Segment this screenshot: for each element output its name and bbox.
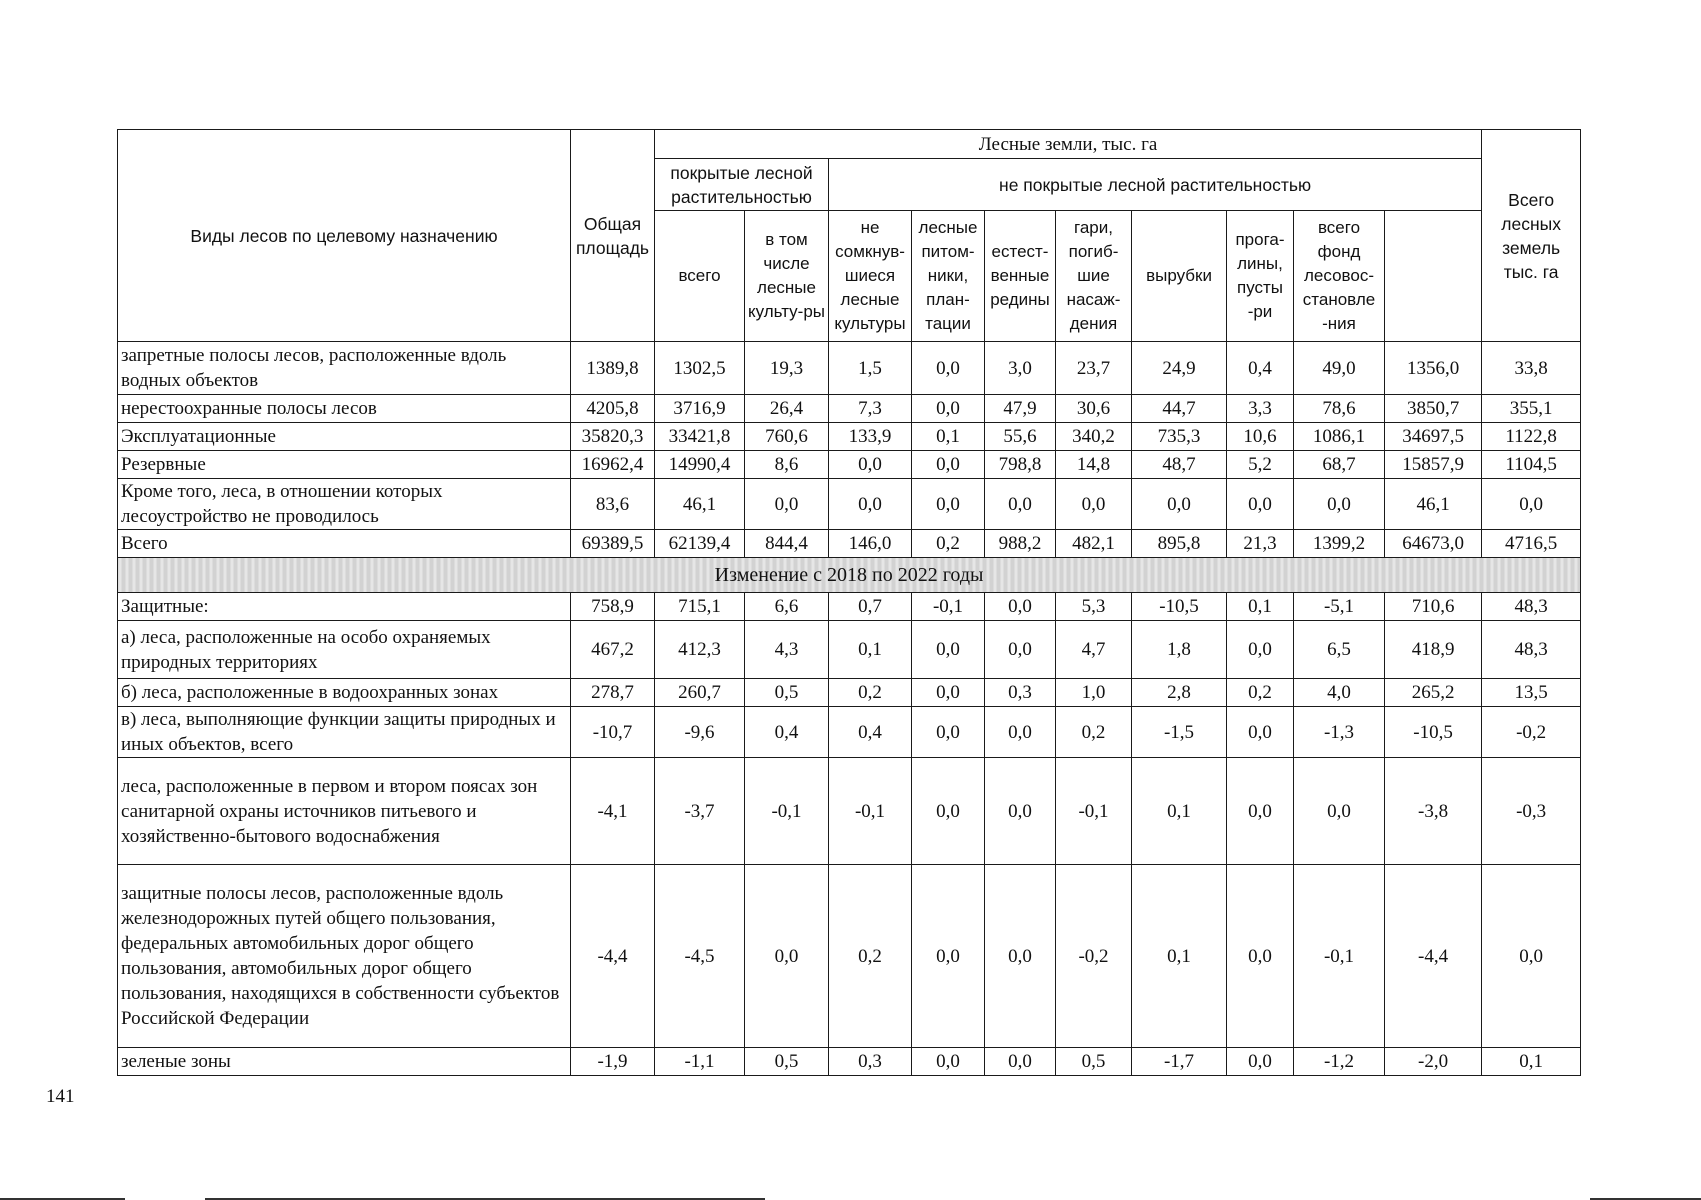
- cell-value: 0,0: [912, 621, 985, 679]
- table-row: [118, 621, 1581, 679]
- cell-value: 3850,7: [1385, 395, 1482, 423]
- cell-value: 0,0: [1227, 621, 1294, 679]
- cell-value: 4716,5: [1482, 530, 1581, 558]
- cell-value: 0,2: [829, 679, 912, 707]
- cell-value: 19,3: [745, 342, 829, 395]
- cell-value: 0,0: [912, 1048, 985, 1076]
- cell-value: 0,2: [1056, 707, 1132, 758]
- cell-value: 844,4: [745, 530, 829, 558]
- cell-value: 0,4: [829, 707, 912, 758]
- cell-value: -2,0: [1385, 1048, 1482, 1076]
- cell-value: 26,4: [745, 395, 829, 423]
- cell-value: 133,9: [829, 423, 912, 451]
- cell-value: 0,2: [829, 865, 912, 1048]
- header-sub-reforestation: всего фонд лесовос-становле -ния: [1294, 211, 1385, 342]
- header-total-area: Общая площадь: [571, 130, 655, 342]
- cell-value: 482,1: [1056, 530, 1132, 558]
- cell-value: -0,1: [829, 758, 912, 865]
- cell-value: -9,6: [655, 707, 745, 758]
- cell-value: 0,1: [1482, 1048, 1581, 1076]
- row-label: нерестоохранные полосы лесов: [118, 395, 571, 423]
- cell-value: 69389,5: [571, 530, 655, 558]
- cell-value: 355,1: [1482, 395, 1581, 423]
- cell-value: 0,0: [985, 707, 1056, 758]
- cell-value: 46,1: [655, 479, 745, 530]
- cell-value: 1,0: [1056, 679, 1132, 707]
- cell-value: -0,3: [1482, 758, 1581, 865]
- row-label: б) леса, расположенные в водоохранных зонах: [118, 679, 571, 707]
- cell-value: 44,7: [1132, 395, 1227, 423]
- cell-value: -0,1: [912, 593, 985, 621]
- cell-value: 2,8: [1132, 679, 1227, 707]
- cell-value: 0,0: [912, 707, 985, 758]
- cell-value: 7,3: [829, 395, 912, 423]
- cell-value: 68,7: [1294, 451, 1385, 479]
- cell-value: -3,7: [655, 758, 745, 865]
- forest-land-table: [117, 129, 1581, 1076]
- cell-value: 0,0: [912, 758, 985, 865]
- cell-value: 0,0: [1294, 479, 1385, 530]
- cell-value: 715,1: [655, 593, 745, 621]
- cell-value: 0,2: [912, 530, 985, 558]
- cell-value: -10,5: [1132, 593, 1227, 621]
- header-name-column: Виды лесов по целевому назначению: [118, 130, 571, 342]
- cell-value: 78,6: [1294, 395, 1385, 423]
- cell-value: 0,0: [985, 865, 1056, 1048]
- section-band-row: [118, 558, 1581, 593]
- cell-value: 735,3: [1132, 423, 1227, 451]
- header-sub-burned: гари, погиб-шие насаж-дения: [1056, 211, 1132, 342]
- cell-value: 418,9: [1385, 621, 1482, 679]
- cell-value: 1104,5: [1482, 451, 1581, 479]
- header-forest-lands: Лесные земли, тыс. га: [655, 130, 1482, 159]
- cell-value: 0,0: [912, 479, 985, 530]
- cell-value: 0,3: [985, 679, 1056, 707]
- cell-value: 0,1: [829, 621, 912, 679]
- cell-value: 265,2: [1385, 679, 1482, 707]
- cell-value: 8,6: [745, 451, 829, 479]
- header-sub-clearcuts: вырубки: [1132, 211, 1227, 342]
- cell-value: 3,3: [1227, 395, 1294, 423]
- table-row: [118, 865, 1581, 1048]
- cell-value: 760,6: [745, 423, 829, 451]
- cell-value: 24,9: [1132, 342, 1227, 395]
- header-covered: покрытые лесной растительностью: [655, 159, 829, 211]
- cell-value: 0,0: [912, 342, 985, 395]
- table-row: [118, 479, 1581, 530]
- cell-value: 0,0: [912, 451, 985, 479]
- row-label: а) леса, расположенные на особо охраняемых природных территориях: [118, 621, 571, 679]
- row-label: зеленые зоны: [118, 1048, 571, 1076]
- cell-value: 14990,4: [655, 451, 745, 479]
- cell-value: 340,2: [1056, 423, 1132, 451]
- cell-value: 0,0: [1227, 865, 1294, 1048]
- cell-value: 13,5: [1482, 679, 1581, 707]
- cell-value: 0,5: [1056, 1048, 1132, 1076]
- cell-value: 0,2: [1227, 679, 1294, 707]
- cell-value: 47,9: [985, 395, 1056, 423]
- cell-value: -1,7: [1132, 1048, 1227, 1076]
- cell-value: 0,0: [1056, 479, 1132, 530]
- cell-value: 15857,9: [1385, 451, 1482, 479]
- header-not-covered: не покрытые лесной растительностью: [829, 159, 1482, 211]
- cell-value: 0,1: [1132, 865, 1227, 1048]
- cell-value: 16962,4: [571, 451, 655, 479]
- page-number: 141: [46, 1086, 75, 1107]
- cell-value: 1302,5: [655, 342, 745, 395]
- cell-value: 10,6: [1227, 423, 1294, 451]
- cell-value: 467,2: [571, 621, 655, 679]
- header-total-forest: Всего лесных земель тыс. га: [1482, 130, 1581, 342]
- cell-value: 0,0: [1482, 865, 1581, 1048]
- cell-value: 0,0: [1227, 758, 1294, 865]
- cell-value: 33421,8: [655, 423, 745, 451]
- cell-value: -1,2: [1294, 1048, 1385, 1076]
- cell-value: 1,5: [829, 342, 912, 395]
- cell-value: 988,2: [985, 530, 1056, 558]
- cell-value: 1122,8: [1482, 423, 1581, 451]
- cell-value: 3,0: [985, 342, 1056, 395]
- cell-value: -1,3: [1294, 707, 1385, 758]
- cell-value: 4,0: [1294, 679, 1385, 707]
- section-band-title: Изменение с 2018 по 2022 годы: [118, 558, 1581, 593]
- cell-value: 46,1: [1385, 479, 1482, 530]
- cell-value: 0,0: [1227, 1048, 1294, 1076]
- cell-value: -4,1: [571, 758, 655, 865]
- header-sub-nurseries: лесные питом-ники, план-тации: [912, 211, 985, 342]
- cell-value: 4,3: [745, 621, 829, 679]
- table-row: [118, 451, 1581, 479]
- cell-value: 0,0: [1132, 479, 1227, 530]
- cell-value: 14,8: [1056, 451, 1132, 479]
- row-label: Кроме того, леса, в отношении которых лесоустройство не проводилось: [118, 479, 571, 530]
- header-sub-unclosed: не сомкнув-шиеся лесные культуры: [829, 211, 912, 342]
- cell-value: 710,6: [1385, 593, 1482, 621]
- row-label: в) леса, выполняющие функции защиты природных и иных объектов, всего: [118, 707, 571, 758]
- table-row: [118, 342, 1581, 395]
- cell-value: 0,1: [912, 423, 985, 451]
- cell-value: -4,4: [571, 865, 655, 1048]
- cell-value: 35820,3: [571, 423, 655, 451]
- table-row: [118, 530, 1581, 558]
- cell-value: 895,8: [1132, 530, 1227, 558]
- cell-value: 6,5: [1294, 621, 1385, 679]
- cell-value: -0,2: [1056, 865, 1132, 1048]
- cell-value: 49,0: [1294, 342, 1385, 395]
- cell-value: 64673,0: [1385, 530, 1482, 558]
- cell-value: 0,0: [745, 865, 829, 1048]
- cell-value: 0,4: [745, 707, 829, 758]
- cell-value: 412,3: [655, 621, 745, 679]
- table-row: [118, 395, 1581, 423]
- cell-value: 0,0: [985, 593, 1056, 621]
- cell-value: 260,7: [655, 679, 745, 707]
- table-row: [118, 423, 1581, 451]
- header-sub-natural: естест-венные редины: [985, 211, 1056, 342]
- cell-value: 0,0: [829, 479, 912, 530]
- cell-value: 798,8: [985, 451, 1056, 479]
- cell-value: -0,1: [1056, 758, 1132, 865]
- header-sub-all: всего: [655, 211, 745, 342]
- cell-value: 83,6: [571, 479, 655, 530]
- cell-value: 55,6: [985, 423, 1056, 451]
- cell-value: 23,7: [1056, 342, 1132, 395]
- cell-value: 4,7: [1056, 621, 1132, 679]
- cell-value: 0,0: [985, 758, 1056, 865]
- table-row: [118, 758, 1581, 865]
- cell-value: 6,6: [745, 593, 829, 621]
- table-row: [118, 1048, 1581, 1076]
- cell-value: 48,7: [1132, 451, 1227, 479]
- cell-value: 0,3: [829, 1048, 912, 1076]
- cell-value: -0,1: [1294, 865, 1385, 1048]
- cell-value: 0,0: [829, 451, 912, 479]
- row-label: защитные полосы лесов, расположенные вдоль железнодорожных путей общего пользования, федеральных автомобильных дорог общего пользования, автомобильных дорог общего пользования, находящихся в собственности субъектов Российской Федерации: [118, 865, 571, 1048]
- cell-value: 34697,5: [1385, 423, 1482, 451]
- cell-value: -0,2: [1482, 707, 1581, 758]
- cell-value: -0,1: [745, 758, 829, 865]
- cell-value: 62139,4: [655, 530, 745, 558]
- cell-value: 5,3: [1056, 593, 1132, 621]
- cell-value: -4,4: [1385, 865, 1482, 1048]
- row-label: леса, расположенные в первом и втором поясах зон санитарной охраны источников питьевого и хозяйственно-бытового водоснабжения: [118, 758, 571, 865]
- cell-value: 1399,2: [1294, 530, 1385, 558]
- cell-value: -1,1: [655, 1048, 745, 1076]
- cell-value: -4,5: [655, 865, 745, 1048]
- cell-value: 0,0: [1294, 758, 1385, 865]
- table-row: [118, 679, 1581, 707]
- cell-value: 0,7: [829, 593, 912, 621]
- row-label: Эксплуатационные: [118, 423, 571, 451]
- cell-value: 4205,8: [571, 395, 655, 423]
- cell-value: 0,5: [745, 679, 829, 707]
- cell-value: 0,0: [985, 479, 1056, 530]
- cell-value: 758,9: [571, 593, 655, 621]
- row-label: запретные полосы лесов, расположенные вдоль водных объектов: [118, 342, 571, 395]
- cell-value: 0,1: [1227, 593, 1294, 621]
- row-label: Резервные: [118, 451, 571, 479]
- cell-value: 278,7: [571, 679, 655, 707]
- row-label: Защитные:: [118, 593, 571, 621]
- header-sub-plantations: в том числе лесные культу-ры: [745, 211, 829, 342]
- cell-value: 48,3: [1482, 593, 1581, 621]
- cell-value: 0,0: [912, 865, 985, 1048]
- cell-value: -1,5: [1132, 707, 1227, 758]
- cell-value: 48,3: [1482, 621, 1581, 679]
- cell-value: 0,0: [985, 1048, 1056, 1076]
- cell-value: 0,0: [1482, 479, 1581, 530]
- cell-value: 0,0: [1227, 479, 1294, 530]
- cell-value: 0,0: [912, 395, 985, 423]
- table-row: [118, 707, 1581, 758]
- header-sub-glades: прога-лины, пусты -ри: [1227, 211, 1294, 342]
- cell-value: -5,1: [1294, 593, 1385, 621]
- cell-value: 0,0: [985, 621, 1056, 679]
- cell-value: 33,8: [1482, 342, 1581, 395]
- cell-value: 1389,8: [571, 342, 655, 395]
- cell-value: -1,9: [571, 1048, 655, 1076]
- cell-value: 0,5: [745, 1048, 829, 1076]
- row-label: Всего: [118, 530, 571, 558]
- cell-value: 1356,0: [1385, 342, 1482, 395]
- cell-value: 1,8: [1132, 621, 1227, 679]
- cell-value: 1086,1: [1294, 423, 1385, 451]
- table-row: [118, 593, 1581, 621]
- cell-value: 0,0: [745, 479, 829, 530]
- cell-value: 146,0: [829, 530, 912, 558]
- cell-value: 0,4: [1227, 342, 1294, 395]
- cell-value: 0,1: [1132, 758, 1227, 865]
- cell-value: 0,0: [912, 679, 985, 707]
- cell-value: -10,7: [571, 707, 655, 758]
- cell-value: 3716,9: [655, 395, 745, 423]
- cell-value: 30,6: [1056, 395, 1132, 423]
- cell-value: -3,8: [1385, 758, 1482, 865]
- cell-value: 21,3: [1227, 530, 1294, 558]
- cell-value: 5,2: [1227, 451, 1294, 479]
- cell-value: 0,0: [1227, 707, 1294, 758]
- cell-value: -10,5: [1385, 707, 1482, 758]
